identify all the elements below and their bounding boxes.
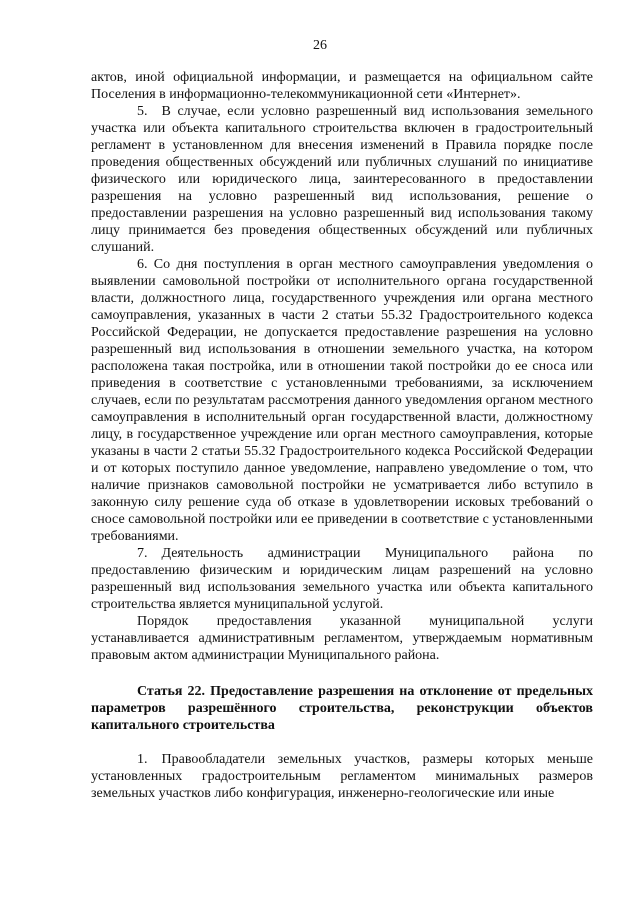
paragraph-procedure: Порядок предоставления указанной муниципальной услуги устанавливается административным регламентом, утверждаемым нормативным правовым актом администрации Муниципального района. <box>91 614 593 663</box>
paragraph-item-7: 7. Деятельность администрации Муниципального района по предоставлению физическим и юридическим лицам разрешений на условно разрешенный вид использования земельного участка или объекта капитального строительства является муниципальной услугой. <box>91 546 593 612</box>
document-body <box>91 69 593 802</box>
article-22-heading: Статья 22. Предоставление разрешения на отклонение от предельных параметров разрешённого строительства, реконструкции объектов капитального строительства <box>91 684 593 733</box>
page-number: 26 <box>313 38 327 53</box>
paragraph-item-6: 6. Со дня поступления в орган местного самоуправления уведомления о выявлении самовольной постройки от исполнительного органа государственной власти, должностного лица, государственного учреждения или органа местного самоуправления, указанных в части 2 статьи 55.32 Градостроительного кодекса Российской Федерации, не допускается предоставление разрешения на условно разрешенный вид использования в отношении земельного участка, на котором расположена такая постройка, или в отношении такой постройки до ее сноса или приведения в соответствие с установленными требованиями, за исключением случаев, если по результатам рассмотрения данного уведомления органом местного самоуправления в исполнительный орган государственной власти, должностному лицу, в государственное учреждение или орган местного самоуправления, которые указаны в части 2 статьи 55.32 Градостроительного кодекса Российской Федерации и от которых поступило данное уведомление, направлено уведомление о том, что наличие признаков самовольной постройки не усматривается либо вступило в законную силу решение суда об отказе в удовлетворении исковых требований о сносе самовольной постройки или ее приведении в соответствие с установленными требованиями. <box>91 257 593 544</box>
paragraph-item-5: 5. В случае, если условно разрешенный вид использования земельного участка или объекта капитального строительства включен в градостроительный регламент в установленном для внесения изменений в Правила порядке после проведения общественных обсуждений или публичных слушаний по инициативе физического или юридического лица, заинтересованного в предоставлении разрешения на условно разрешенный вид использования, решение о предоставлении разрешения на условно разрешенный вид использования такому лицу принимается без проведения общественных обсуждений или публичных слушаний. <box>91 104 593 255</box>
paragraph-continuation: актов, иной официальной информации, и размещается на официальном сайте Поселения в информационно-телекоммуникационной сети «Интернет». <box>91 70 593 102</box>
article-22-paragraph-1: 1. Правообладатели земельных участков, размеры которых меньше установленных градостроительным регламентом минимальных размеров земельных участков либо конфигурация, инженерно-геологические или иные <box>91 752 593 801</box>
